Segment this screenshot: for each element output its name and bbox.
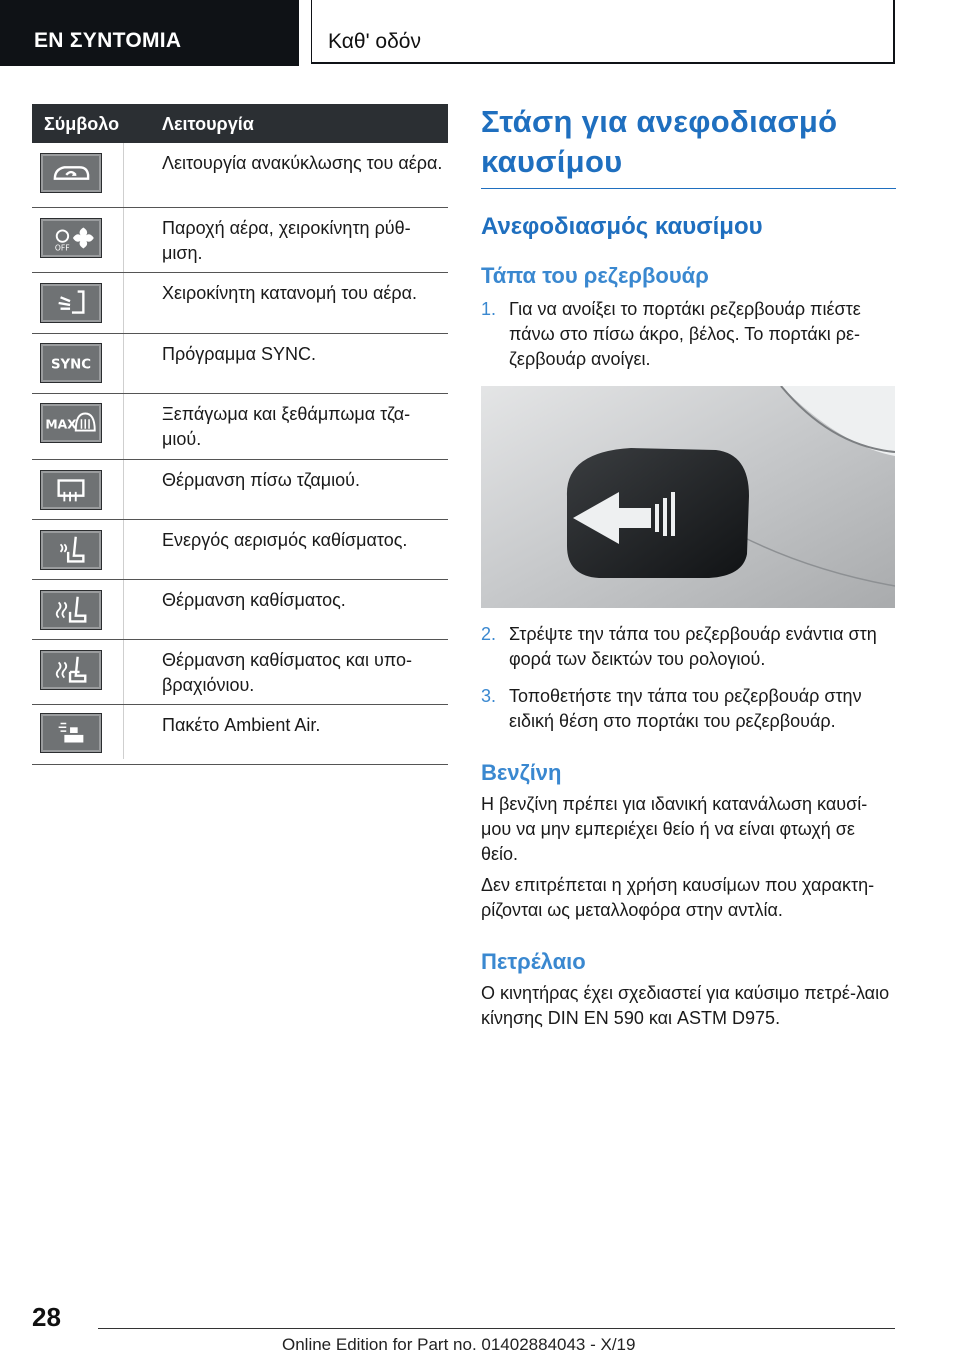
function-label: Ενεργός αερισμός καθίσματος. (162, 530, 408, 550)
table-row (32, 143, 448, 208)
function-label: Πρόγραμμα SYNC. (162, 344, 317, 364)
function-label: Θέρμανση πίσω τζαμιού. (162, 470, 360, 490)
fan-manual-icon (40, 218, 102, 258)
function-label: Χειροκίνητη κατανομή του αέρα. (162, 283, 418, 303)
step-text: Για να ανοίξει το πορτάκι ρεζερβουάρ πιέστε πάνω στο πίσω άκρο, βέλος. Το πορτάκι ρε-ζερβουάρ ανοίγει. (509, 299, 861, 369)
column-header-symbol: Σύμβολο (44, 114, 120, 134)
page-number: 28 (32, 1302, 61, 1332)
table-header (32, 104, 448, 143)
svg-text:MAX: MAX (45, 417, 77, 432)
table-row (32, 334, 448, 394)
function-label: Θέρμανση καθίσματος και υπο-βραχιόνιου. (162, 650, 412, 695)
fuel-flap-photo (481, 386, 895, 608)
rear-window-heating-icon (40, 470, 102, 510)
air-recirculation-icon (40, 153, 102, 193)
subsection-petrol: Βενζίνη (481, 760, 562, 785)
step-item (481, 297, 896, 372)
footer-edition: Online Edition for Part no. 01402884043 - X/19 (282, 1335, 636, 1354)
column-header-function: Λειτουργία (162, 114, 254, 134)
max-defrost-icon (40, 403, 102, 443)
function-label: Παροχή αέρα, χειροκίνητη ρύθ-μιση. (162, 218, 411, 263)
footer-divider (98, 1328, 895, 1329)
section-title: Ανεφοδιασμός καυσίμου (481, 213, 763, 240)
subsection-diesel: Πετρέλαιο (481, 949, 586, 974)
section-tab: ΕΝ ΣΥΝΤΟΜΙΑ (0, 0, 299, 66)
subsection-fuel-flap: Τάπα του ρεζερβουάρ (481, 263, 709, 288)
function-label: Θέρμανση καθίσματος. (162, 590, 346, 610)
air-distribution-icon (40, 283, 102, 323)
page-title: Στάση για ανεφοδιασμό καυσίμου (481, 102, 896, 189)
step-text: Τοποθετήστε την τάπα του ρεζερβουάρ στην ειδική θέση στο πορτάκι του ρεζερβουάρ. (509, 686, 862, 731)
svg-text:OFF: OFF (54, 243, 70, 253)
step-item (481, 684, 896, 734)
seat-heating-icon (40, 590, 102, 630)
table-row (32, 394, 448, 460)
svg-text:SYNC: SYNC (50, 357, 92, 373)
seat-armrest-heating-icon (40, 650, 102, 690)
table-row (32, 640, 448, 705)
sync-icon (40, 343, 102, 383)
petrol-paragraph-2: Δεν επιτρέπεται η χρήση καυσίμων που χαρακτη-ρίζονται ως μεταλλοφόρα στην αντλία. (481, 875, 875, 920)
symbol-table (32, 104, 448, 765)
table-row (32, 460, 448, 520)
petrol-paragraph-1: Η βενζίνη πρέπει για ιδανική κατανάλωση καυσί-μου να μην εμπεριέχει θείο ή να είναι φτωχή σε θείο. (481, 794, 868, 864)
table-row (32, 520, 448, 580)
function-label: Ξεπάγωμα και ξεθάμπωμα τζα-μιού. (162, 404, 411, 449)
table-row (32, 208, 448, 273)
article (481, 102, 896, 1031)
table-row (32, 580, 448, 640)
step-item (481, 622, 896, 672)
diesel-paragraph: Ο κινητήρας έχει σχεδιαστεί για καύσιμο πετρέ-λαιο κίνησης DIN EN 590 και ASTM D975. (481, 983, 890, 1028)
step-number: 3. (481, 686, 497, 706)
step-text: Στρέψτε την τάπα του ρεζερβουάρ ενάντια στη φορά των δεικτών του ρολογιού. (509, 624, 877, 669)
chapter-tab: Καθ' οδόν (311, 0, 895, 64)
step-number: 1. (481, 299, 497, 319)
function-label: Λειτουργία ανακύκλωσης του αέρα. (162, 153, 443, 173)
seat-ventilation-icon (40, 530, 102, 570)
table-row (32, 273, 448, 334)
step-number: 2. (481, 624, 497, 644)
table-row (32, 705, 448, 765)
function-label: Πακέτο Ambient Air. (162, 715, 321, 735)
ambient-air-icon (40, 713, 102, 753)
